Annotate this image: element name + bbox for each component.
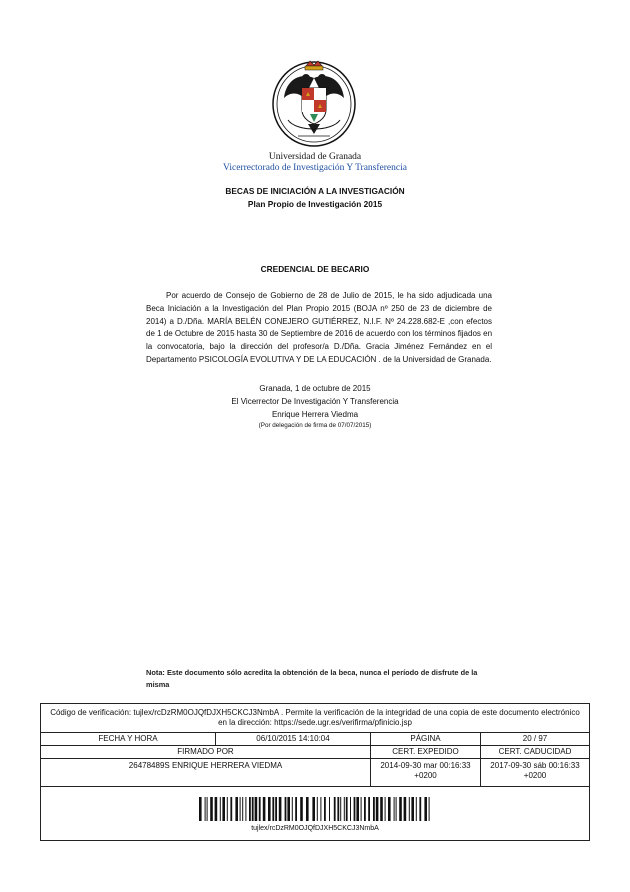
- signer-header-row: [41, 746, 589, 759]
- barcode-bar: [252, 797, 254, 821]
- barcode-bar: [230, 797, 232, 821]
- barcode-bar: [215, 797, 218, 821]
- barcode-bar: [249, 797, 251, 821]
- cert-expiry-label: CERT. CADUCIDAD: [498, 747, 572, 756]
- barcode-bar: [329, 797, 330, 821]
- barcode-bar: [292, 797, 293, 821]
- barcode-bar: [320, 797, 321, 821]
- date-value: 06/10/2015 14:10:04: [256, 734, 330, 743]
- barcode-bar: [419, 797, 421, 821]
- barcode-bar: [255, 797, 258, 821]
- date-row: [41, 733, 589, 746]
- barcode-bar: [399, 797, 402, 821]
- barcode-bar: [317, 797, 318, 821]
- barcode-bar: [409, 797, 410, 821]
- barcode-bar: [259, 797, 261, 821]
- barcode-bar: [242, 797, 243, 821]
- cert-expiry-value: 2017-09-30 sáb 00:16:33 +0200: [490, 761, 580, 780]
- plan-title: Plan Propio de Investigación 2015: [247, 199, 383, 209]
- barcode-bar: [312, 797, 315, 821]
- barcode-bar: [385, 797, 386, 821]
- verification-barcode-icon: [199, 797, 431, 821]
- university-name: Universidad de Granada: [268, 152, 362, 162]
- award-paragraph: Por acuerdo de Consejo de Gobierno de 28 de Julio de 2015, le ha sido adjudicada una Beca Iniciación a la Investigación del Plan Propio 2015 (BOJA nº 250 de 23 de diciembre de 2014) a D./Dña. MARÍA BELÉN CONEJERO GUTIÉRREZ, N.I.F. Nº 24.228.682-E ,con efectos de 1 de Octubre de 2015 hasta 30 de Septiembre de 2016 de acuerdo con los términos fijados en la convocatoria, bajo la dirección del profesor/a D./Dña. Gracia Jiménez Fernández en el Departamento PSICOLOGÍA EVOLUTIVA Y DE LA EDUCACIÓN . de la Universidad de Granada.: [146, 291, 493, 364]
- signature-place-date: Granada, 1 de octubre de 2015: [259, 384, 371, 393]
- barcode-label: tujlex/rcDzRM0OJQfDJXH5CKCJ3NmbA: [251, 825, 379, 832]
- barcode-bar: [376, 797, 379, 821]
- document-note: Nota: Este documento sólo acredita la obtención de la beca, nunca el período de disfrute de la misma: [146, 668, 478, 689]
- barcode-bar: [272, 797, 274, 821]
- barcode-bar: [411, 797, 414, 821]
- barcode-bar: [210, 797, 213, 821]
- barcode-bar: [240, 797, 241, 821]
- signer-name: 26478489S ENRIQUE HERRERA VIEDMA: [128, 761, 283, 770]
- verification-code-row: [41, 704, 589, 733]
- cert-issued-label: CERT. EXPEDIDO: [392, 747, 459, 756]
- barcode-bar: [429, 797, 430, 821]
- barcode-bar: [199, 797, 202, 821]
- page-value: 20 / 97: [522, 734, 548, 743]
- barcode-bar: [394, 797, 395, 821]
- barcode-bar: [222, 797, 225, 821]
- barcode-bar: [235, 797, 238, 821]
- barcode-bar: [404, 797, 407, 821]
- barcode-bar: [424, 797, 427, 821]
- cert-issued-value: 2014-09-30 mar 00:16:33 +0200: [380, 761, 471, 780]
- barcode-bar: [380, 797, 383, 821]
- signed-by-label: FIRMADO POR: [177, 747, 234, 756]
- barcode-bar: [346, 797, 348, 821]
- barcode-bar: [388, 797, 391, 821]
- barcode-bar: [227, 797, 228, 821]
- barcode-bar: [344, 797, 345, 821]
- university-crest-icon: [270, 58, 358, 148]
- signature-name: Enrique Herrera Viedma: [271, 410, 359, 419]
- barcode-bar: [295, 797, 297, 821]
- barcode-bar: [324, 797, 326, 821]
- barcode-bar: [300, 797, 303, 821]
- page-label: PÁGINA: [410, 734, 441, 743]
- barcode-bar: [306, 797, 309, 821]
- barcode-bar: [268, 797, 271, 821]
- signature-role: El Vicerrector De Investigación Y Transferencia: [231, 397, 399, 406]
- barcode-bar: [416, 797, 417, 821]
- verification-code-text: Código de verificación: tujlex/rcDzRM0OJQfDJXH5CKCJ3NmbA . Permite la verificación de la integridad de una copia de este documento electrónico en la dirección: https://sede.ugr.es/verifirma/pfinicio.jsp: [50, 708, 580, 727]
- barcode-bar: [285, 797, 287, 821]
- barcode-bar: [364, 797, 366, 821]
- barcode-bar: [263, 797, 266, 821]
- barcode-bar: [361, 797, 362, 821]
- vicerrectorado-name: Vicerrectorado de Investigación Y Transferencia: [223, 163, 407, 173]
- barcode-bar: [356, 797, 359, 821]
- barcode-bar: [205, 797, 206, 821]
- barcode-bar: [279, 797, 282, 821]
- barcode-bar: [287, 797, 290, 821]
- program-title: BECAS DE INICIACIÓN A LA INVESTIGACIÓN: [225, 186, 405, 196]
- barcode-bar: [275, 797, 277, 821]
- barcode-bar: [334, 797, 336, 821]
- barcode-bar: [220, 797, 221, 821]
- signer-value-row: [41, 759, 589, 787]
- date-label: FECHA Y HORA: [98, 734, 158, 743]
- barcode-bar: [207, 797, 208, 821]
- barcode-bar: [340, 797, 341, 821]
- barcode-bar: [354, 797, 356, 821]
- barcode-bar: [396, 797, 397, 821]
- barcode-bar: [350, 797, 351, 821]
- signature-delegation: (Por delegación de firma de 07/07/2015): [258, 422, 372, 429]
- barcode-bar: [373, 797, 375, 821]
- barcode-bar: [368, 797, 370, 821]
- barcode-bar: [245, 797, 246, 821]
- credential-title: CREDENCIAL DE BECARIO: [260, 264, 370, 274]
- barcode-bar: [337, 797, 339, 821]
